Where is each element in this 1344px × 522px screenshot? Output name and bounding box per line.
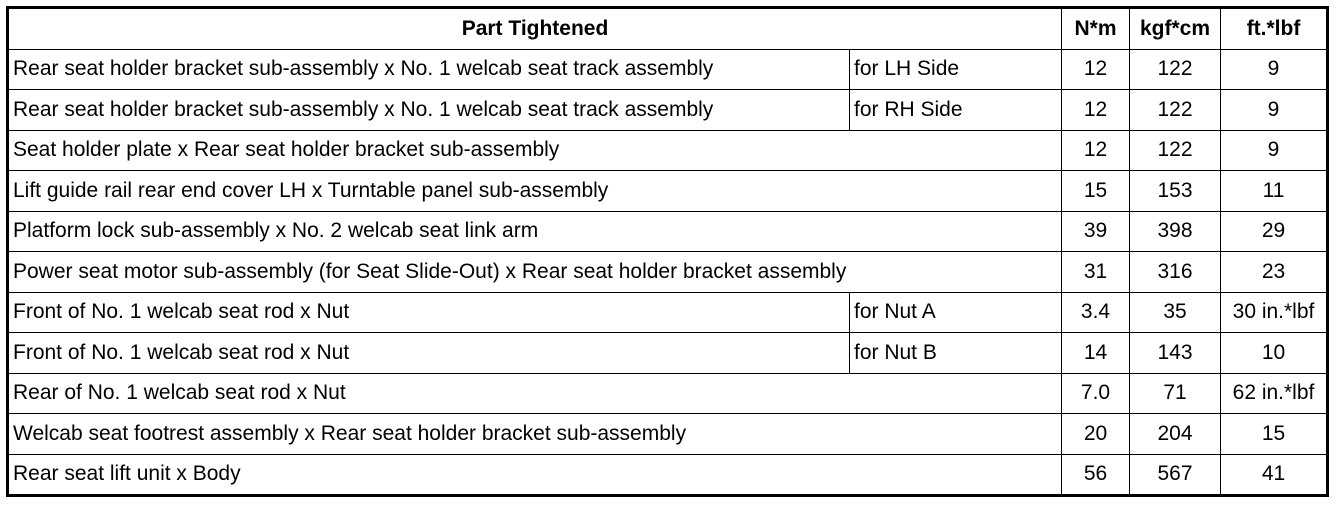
table-row — [8, 211, 1328, 252]
nm-cell: 20 — [1062, 414, 1130, 455]
kgfcm-cell: 71 — [1130, 373, 1221, 414]
table-row — [8, 292, 1328, 333]
table-row — [8, 49, 1328, 90]
nm-cell: 3.4 — [1062, 292, 1130, 333]
kgfcm-cell: 316 — [1130, 252, 1221, 293]
sub-cell: for Nut B — [850, 333, 1062, 374]
part-cell: Rear seat holder bracket sub-assembly x No. 1 welcab seat track assembly — [8, 49, 850, 90]
torque-spec-table — [6, 6, 1329, 497]
header-part-tightened: Part Tightened — [8, 8, 1062, 50]
sub-cell: for LH Side — [850, 49, 1062, 90]
part-cell: Power seat motor sub-assembly (for Seat Slide-Out) x Rear seat holder bracket assembly — [8, 252, 1062, 293]
nm-cell: 15 — [1062, 171, 1130, 212]
table-row — [8, 373, 1328, 414]
kgfcm-cell: 398 — [1130, 211, 1221, 252]
part-cell: Front of No. 1 welcab seat rod x Nut — [8, 333, 850, 374]
table-row — [8, 333, 1328, 374]
ftlbf-cell: 9 — [1221, 130, 1328, 171]
header-kgfcm: kgf*cm — [1130, 8, 1221, 50]
ftlbf-cell: 29 — [1221, 211, 1328, 252]
kgfcm-cell: 153 — [1130, 171, 1221, 212]
ftlbf-cell: 62 in.*lbf — [1221, 373, 1328, 414]
ftlbf-cell: 23 — [1221, 252, 1328, 293]
sub-cell: for Nut A — [850, 292, 1062, 333]
header-row — [8, 8, 1328, 50]
nm-cell: 12 — [1062, 90, 1130, 131]
ftlbf-cell: 30 in.*lbf — [1221, 292, 1328, 333]
kgfcm-cell: 567 — [1130, 454, 1221, 496]
table-row — [8, 130, 1328, 171]
part-cell: Welcab seat footrest assembly x Rear seat holder bracket sub-assembly — [8, 414, 1062, 455]
nm-cell: 56 — [1062, 454, 1130, 496]
ftlbf-cell: 10 — [1221, 333, 1328, 374]
kgfcm-cell: 204 — [1130, 414, 1221, 455]
part-cell: Seat holder plate x Rear seat holder bracket sub-assembly — [8, 130, 1062, 171]
nm-cell: 39 — [1062, 211, 1130, 252]
nm-cell: 31 — [1062, 252, 1130, 293]
ftlbf-cell: 15 — [1221, 414, 1328, 455]
kgfcm-cell: 143 — [1130, 333, 1221, 374]
part-cell: Rear seat holder bracket sub-assembly x No. 1 welcab seat track assembly — [8, 90, 850, 131]
sub-cell: for RH Side — [850, 90, 1062, 131]
ftlbf-cell: 9 — [1221, 90, 1328, 131]
kgfcm-cell: 122 — [1130, 49, 1221, 90]
nm-cell: 12 — [1062, 49, 1130, 90]
nm-cell: 14 — [1062, 333, 1130, 374]
kgfcm-cell: 35 — [1130, 292, 1221, 333]
table-row — [8, 90, 1328, 131]
ftlbf-cell: 41 — [1221, 454, 1328, 496]
kgfcm-cell: 122 — [1130, 130, 1221, 171]
nm-cell: 12 — [1062, 130, 1130, 171]
ftlbf-cell: 9 — [1221, 49, 1328, 90]
kgfcm-cell: 122 — [1130, 90, 1221, 131]
header-ftlbf: ft.*lbf — [1221, 8, 1328, 50]
part-cell: Rear of No. 1 welcab seat rod x Nut — [8, 373, 1062, 414]
part-cell: Platform lock sub-assembly x No. 2 welcab seat link arm — [8, 211, 1062, 252]
table-row — [8, 252, 1328, 293]
part-cell: Rear seat lift unit x Body — [8, 454, 1062, 496]
part-cell: Lift guide rail rear end cover LH x Turntable panel sub-assembly — [8, 171, 1062, 212]
part-cell: Front of No. 1 welcab seat rod x Nut — [8, 292, 850, 333]
table-row — [8, 171, 1328, 212]
ftlbf-cell: 11 — [1221, 171, 1328, 212]
table-row — [8, 414, 1328, 455]
header-nm: N*m — [1062, 8, 1130, 50]
nm-cell: 7.0 — [1062, 373, 1130, 414]
table-row — [8, 454, 1328, 496]
